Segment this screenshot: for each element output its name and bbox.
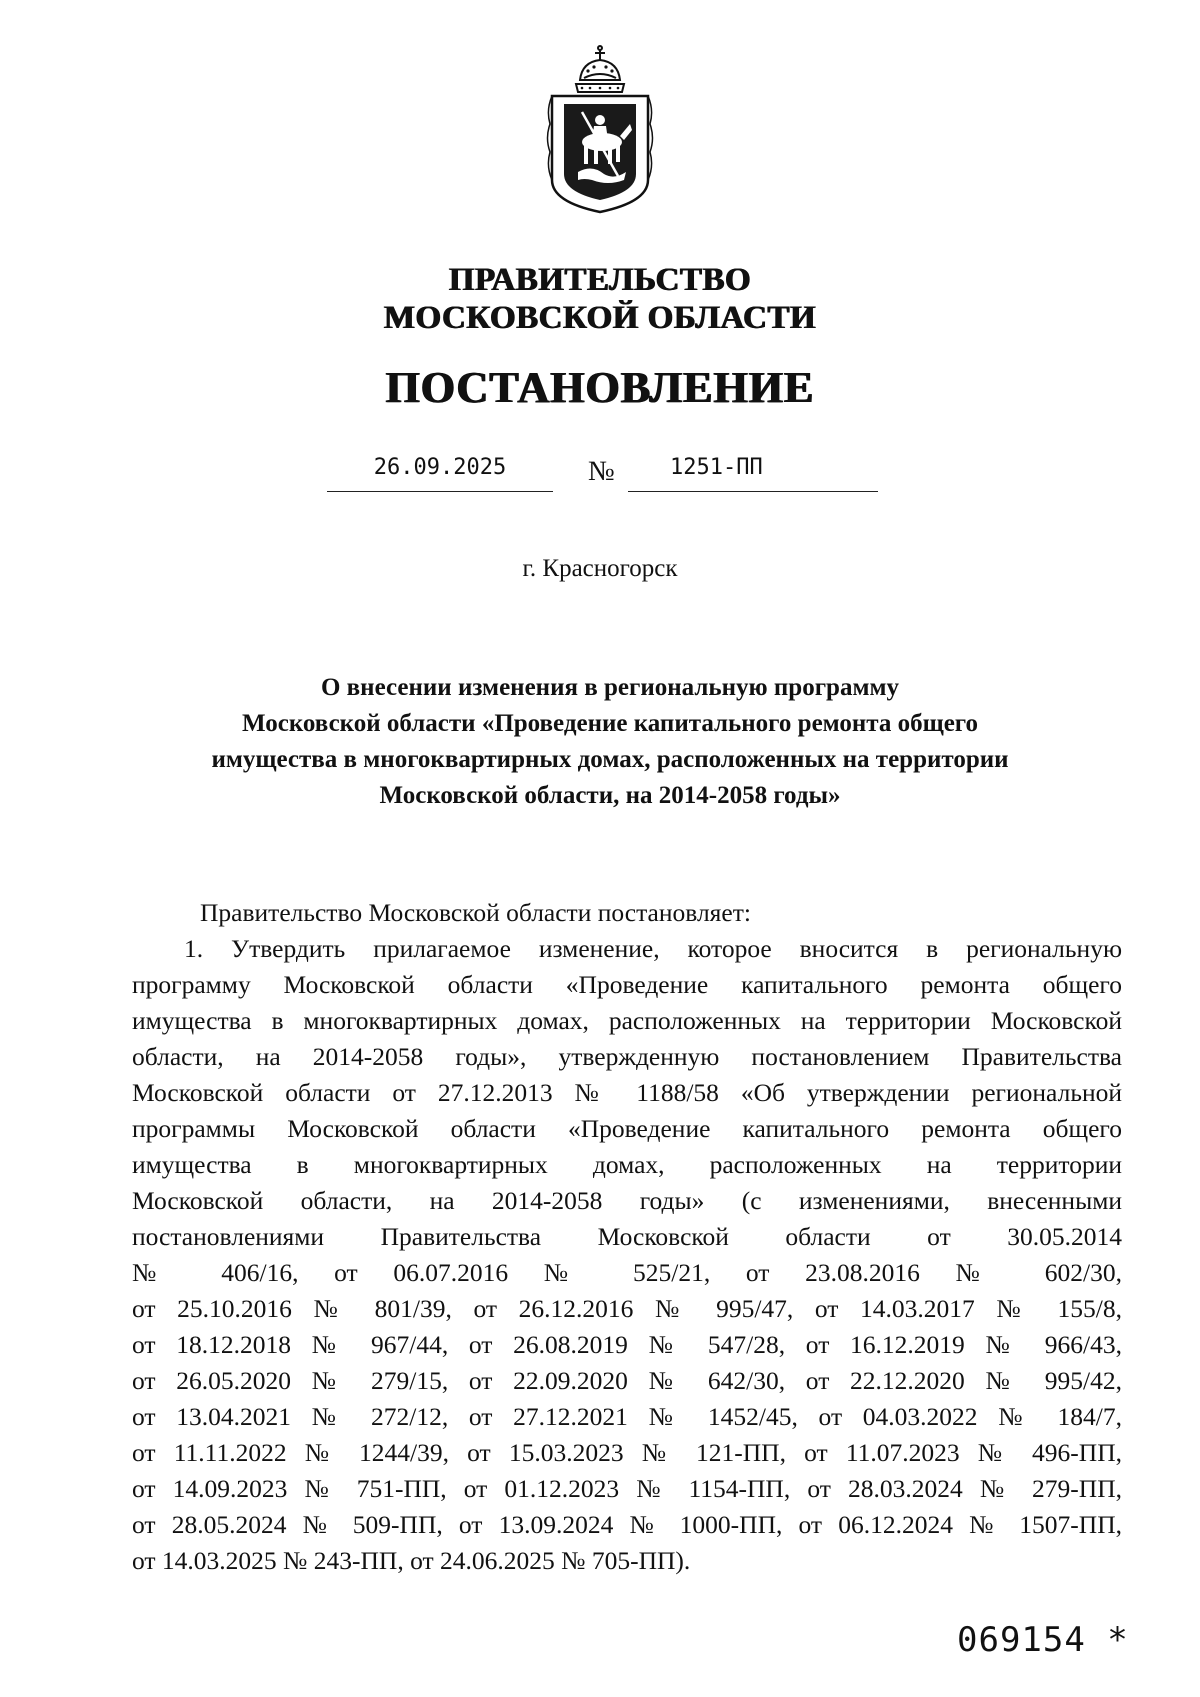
body-line: от 25.10.2016 № 801/39, от 26.12.2016 № 995/47, от 14.03.2017 № 155/8, [132,1294,1122,1323]
body-line: от 28.05.2024 № 509-ПП, от 13.09.2024 № 1000-ПП, от 06.12.2024 № 1507-ПП, [132,1510,1122,1539]
title-line: О внесении изменения в региональную программу [320,674,900,701]
serial-number: 069154 * [957,1620,1129,1660]
body-line: программы Московской области «Проведение капитального ремонта общего [132,1114,1122,1143]
number-sign: № [588,456,615,487]
body-line: от 11.11.2022 № 1244/39, от 15.03.2023 № 121-ПП, от 11.07.2023 № 496-ПП, [132,1438,1122,1467]
body-line: от 18.12.2018 № 967/44, от 26.08.2019 № 547/28, от 16.12.2019 № 966/43, [132,1330,1122,1359]
body-line: области, на 2014-2058 годы», утвержденную постановлением Правительства [132,1042,1122,1071]
body-line: Московской области от 27.12.2013 № 1188/58 «Об утверждении региональной [132,1078,1122,1107]
body-line: имущества в многоквартирных домах, расположенных на территории Московской [132,1006,1122,1035]
document-number: 1251-ПП [670,455,763,480]
document-title [160,670,1060,814]
city: г. Красногорск [522,555,678,582]
body-line: имущества в многоквартирных домах, расположенных на территории [132,1150,1122,1179]
body-line: от 14.09.2023 № 751-ПП, от 01.12.2023 № 1154-ПП, от 28.03.2024 № 279-ПП, [132,1474,1122,1503]
body-line: № 406/16, от 06.07.2016 № 525/21, от 23.08.2016 № 602/30, [132,1258,1122,1287]
preamble: Правительство Московской области постановляет: [200,898,751,927]
title-line: Московской области, на 2014-2058 годы» [379,782,841,809]
document-body [132,895,1122,1579]
body-line: программу Московской области «Проведение капитального ремонта общего [132,970,1122,999]
org-name-line1: ПРАВИТЕЛЬСТВО [448,262,752,298]
body-line: постановлениями Правительства Московской области от 30.05.2014 [132,1222,1122,1251]
document-date: 26.09.2025 [327,455,553,492]
title-line: Московской области «Проведение капитального ремонта общего [241,710,979,737]
body-line: Московской области, на 2014-2058 годы» (с изменениями, внесенными [132,1186,1122,1215]
body-line: от 14.03.2025 № 243-ПП, от 24.06.2025 № 705-ПП). [132,1546,691,1575]
coat-of-arms-icon [542,40,658,218]
body-line: от 13.04.2021 № 272/12, от 27.12.2021 № 1452/45, от 04.03.2022 № 184/7, [132,1402,1122,1431]
body-line: 1. Утвердить прилагаемое изменение, которое вносится в региональную [184,934,1122,963]
title-line: имущества в многоквартирных домах, расположенных на территории [211,746,1009,773]
org-name-line2: МОСКОВСКОЙ ОБЛАСТИ [383,300,817,336]
document-number-field [628,455,878,492]
document-type: ПОСТАНОВЛЕНИЕ [385,363,815,412]
body-line: от 26.05.2020 № 279/15, от 22.09.2020 № 642/30, от 22.12.2020 № 995/42, [132,1366,1122,1395]
